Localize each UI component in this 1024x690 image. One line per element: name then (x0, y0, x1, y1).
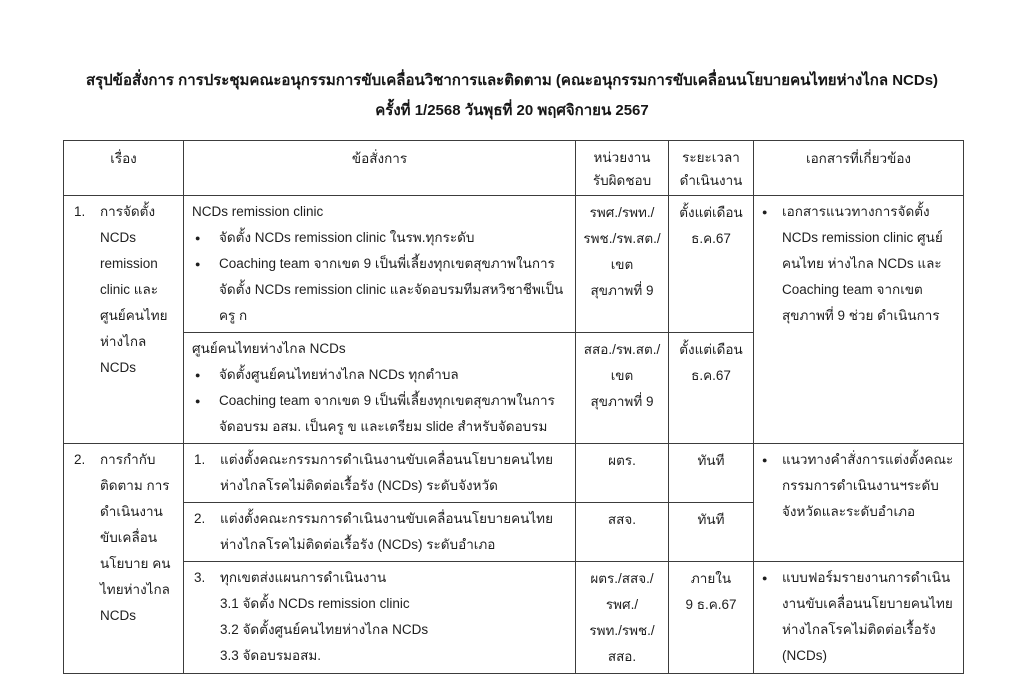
agency-cell (576, 562, 669, 674)
item-text: แต่งตั้งคณะกรรมการดำเนินงานขับเคลื่อนนโยบายคนไทยห่างไกลโรคไม่ติดต่อเรื้อรัง (NCDs) ระดับจังหวัด (220, 452, 553, 493)
item-text: ทุกเขตส่งแผนการดำเนินงาน (220, 570, 387, 585)
timeline-cell (669, 562, 754, 674)
bullet-text: จัดตั้งศูนย์คนไทยห่างไกล NCDs ทุกตำบล (219, 367, 459, 382)
timeline-line: ภายใน (690, 571, 732, 586)
bullet-text: Coaching team จากเขต 9 เป็นพี่เลี้ยงทุกเขตสุขภาพในการจัดอบรม อสม. เป็นครู ข และเตรียม slide สำหรับจัดอบรม (219, 393, 555, 434)
agency-line: สสจ. (607, 512, 637, 527)
agency-line: รพช./รพ.สต./เขต (583, 231, 661, 272)
topic-text: การจัดตั้ง NCDs remission clinic และศูนย์คนไทย ห่างไกล NCDs (100, 204, 168, 375)
directive-cell (184, 503, 576, 562)
timeline-line: ทันที (697, 512, 725, 527)
bullet-text: จัดตั้ง NCDs remission clinic ในรพ.ทุกระดับ (219, 230, 475, 245)
item-subline: 3.3 จัดอบรมอสม. (220, 648, 322, 663)
directive-cell (184, 196, 576, 333)
timeline-line: ธ.ค.67 (691, 231, 731, 246)
timeline-cell (669, 196, 754, 333)
header-topic: เรื่อง (64, 141, 184, 196)
document-bullet (759, 447, 958, 525)
agency-line: รพศ./รพท./ (589, 205, 655, 220)
agency-cell (576, 444, 669, 503)
directive-numbered-item (192, 565, 569, 591)
agency-line: รพท./รพช./สสอ. (589, 623, 655, 664)
bullet-icon: ● (762, 573, 768, 583)
agency-cell (576, 333, 669, 444)
header-directive: ข้อสั่งการ (184, 141, 576, 196)
agency-cell (576, 503, 669, 562)
directive-bullet (192, 362, 569, 388)
directive-bullet (192, 388, 569, 440)
topic-cell-1 (64, 196, 184, 444)
agency-line: ผตร. (608, 453, 636, 468)
document-text: เอกสารแนวทางการจัดตั้ง NCDs remission clinic ศูนย์คนไทย ห่างไกล NCDs และ Coaching team จากเขตสุขภาพที่ 9 ช่วย ดำเนินการ (782, 204, 943, 323)
agency-cell (576, 196, 669, 333)
document-text: แนวทางคำสั่งการแต่งตั้งคณะกรรมการดำเนินงานฯระดับจังหวัดและระดับอำเภอ (782, 452, 954, 519)
directive-cell (184, 562, 576, 674)
document-bullet (759, 199, 958, 329)
item-text: แต่งตั้งคณะกรรมการดำเนินงานขับเคลื่อนนโยบายคนไทยห่างไกลโรคไม่ติดต่อเรื้อรัง (NCDs) ระดับอำเภอ (220, 511, 553, 552)
document-text: แบบฟอร์มรายงานการดำเนินงานขับเคลื่อนนโยบายคนไทยห่างไกลโรคไม่ติดต่อเรื้อรัง (NCDs) (782, 570, 953, 663)
header-documents: เอกสารที่เกี่ยวข้อง (754, 141, 964, 196)
item-number: 1. (194, 452, 206, 467)
table-row (64, 196, 964, 333)
topic-number: 2. (74, 452, 86, 467)
agency-line: สุขภาพที่ 9 (590, 283, 654, 298)
header-row (64, 141, 964, 196)
documents-cell (754, 444, 964, 562)
table-row (64, 444, 964, 503)
directive-bullet (192, 251, 569, 329)
topic-number: 1. (74, 204, 86, 219)
agency-line: สุขภาพที่ 9 (590, 394, 654, 409)
topic-cell-2 (64, 444, 184, 674)
item-number: 2. (194, 511, 206, 526)
item-subline: 3.1 จัดตั้ง NCDs remission clinic (220, 596, 410, 611)
timeline-line: ธ.ค.67 (691, 368, 731, 383)
directives-table (63, 140, 964, 674)
page-title-line1: สรุปข้อสั่งการ การประชุมคณะอนุกรรมการขับเคลื่อนวิชาการและติดตาม (คณะอนุกรรมการขับเคลื่อนนโยบายคนไทยห่างไกล NCDs) (85, 72, 939, 89)
header-agency-line2: รับผิดชอบ (592, 173, 652, 188)
agency-line: สสอ./รพ.สต./เขต (583, 342, 661, 383)
directive-cell (184, 333, 576, 444)
page-title (0, 66, 1024, 126)
header-timeline (669, 141, 754, 196)
directive-heading: NCDs remission clinic (192, 204, 324, 219)
header-agency (576, 141, 669, 196)
bullet-text: Coaching team จากเขต 9 เป็นพี่เลี้ยงทุกเขตสุขภาพในการจัดตั้ง NCDs remission clinic และจัดอบรมทีมสหวิชาชีพเป็นครู ก (219, 256, 564, 323)
timeline-line: ตั้งแต่เดือน (679, 205, 743, 220)
header-timeline-line2: ดำเนินงาน (679, 173, 743, 188)
bullet-icon: ● (195, 396, 201, 406)
page-title-line2: ครั้งที่ 1/2568 วันพุธที่ 20 พฤศจิกายน 2567 (375, 102, 649, 119)
directive-heading: ศูนย์คนไทยห่างไกล NCDs (192, 341, 346, 356)
bullet-icon: ● (195, 259, 201, 269)
timeline-cell (669, 503, 754, 562)
bullet-icon: ● (762, 207, 768, 217)
item-number: 3. (194, 570, 206, 585)
timeline-line: ตั้งแต่เดือน (679, 342, 743, 357)
bullet-icon: ● (195, 370, 201, 380)
timeline-line: ทันที (697, 453, 725, 468)
timeline-cell (669, 444, 754, 503)
item-subline: 3.2 จัดตั้งศูนย์คนไทยห่างไกล NCDs (220, 622, 429, 637)
topic-text: การกำกับติดตาม การดำเนินงาน ขับเคลื่อนนโยบาย คนไทยห่างไกล NCDs (100, 452, 171, 623)
bullet-icon: ● (762, 455, 768, 465)
document-bullet (759, 565, 958, 669)
documents-cell (754, 562, 964, 674)
directive-bullet (192, 225, 569, 251)
timeline-line: 9 ธ.ค.67 (685, 597, 737, 612)
timeline-cell (669, 333, 754, 444)
agency-line: ผตร./สสจ./รพศ./ (590, 571, 654, 612)
documents-cell (754, 196, 964, 444)
table-row (64, 562, 964, 674)
directive-numbered-item (192, 506, 569, 558)
header-timeline-line1: ระยะเวลา (682, 150, 740, 165)
directive-cell (184, 444, 576, 503)
bullet-icon: ● (195, 233, 201, 243)
header-agency-line1: หน่วยงาน (593, 150, 651, 165)
directive-numbered-item (192, 447, 569, 499)
